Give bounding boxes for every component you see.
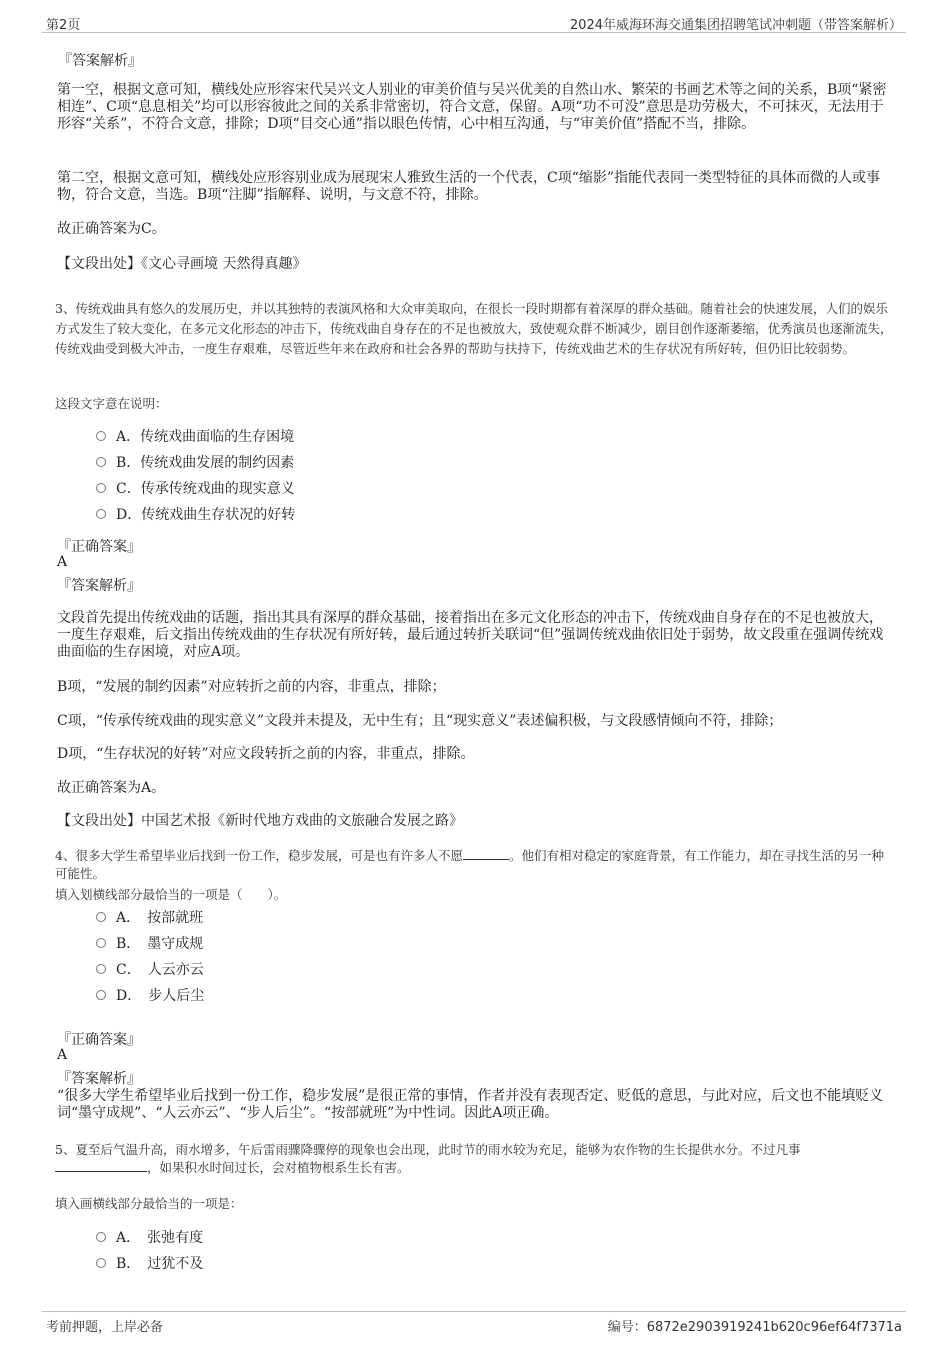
q2-source: 【文段出处】《文心寻画境 天然得真趣》 — [57, 256, 307, 272]
q3-stem: 3、传统戏曲具有悠久的发展历史，并以其独特的表演风格和大众审美取向，在很长一段时期都有着深厚的群众基础。随着社会的快速发展，人们的娱乐方式发生了较大变化，在多元文化形态的冲击下，传统戏曲自身存在的不足也被放大，致使观众群不断减少，剧目创作逐渐萎缩，优秀演员也逐渐流失，传统戏曲受到极大冲击，一度生存艰难，尽管近些年来在政府和社会各界的帮助与扶持下，传统戏曲艺术的生存状况有所好转，但仍旧比较弱势。 — [55, 301, 893, 356]
q4-stem-before: 4、很多大学生希望毕业后找到一份工作，稳步发展，可是也有许多人不愿 — [55, 848, 463, 863]
q4-option-c[interactable] — [96, 960, 204, 980]
radio-circle-icon[interactable] — [96, 483, 106, 493]
q3-analysis-para4: D项，“生存状况的好转”对应文段转折之前的内容，非重点，排除。 — [57, 746, 475, 762]
q3-option-d-label: D．传统戏曲生存状况的好转 — [116, 507, 296, 523]
q3-option-b[interactable] — [96, 453, 294, 473]
radio-circle-icon[interactable] — [96, 990, 106, 1000]
q4-answer: A — [57, 1047, 68, 1063]
radio-circle-icon[interactable] — [96, 964, 106, 974]
document-title: 2024年威海环海交通集团招聘笔试冲刺题（带答案解析） — [569, 18, 902, 33]
q5-blank-line — [55, 1159, 147, 1172]
q4-analysis-label: 『答案解析』 — [57, 1071, 141, 1087]
radio-circle-icon[interactable] — [96, 1232, 106, 1242]
page-footer — [42, 1311, 906, 1334]
radio-circle-icon[interactable] — [96, 457, 106, 467]
document-serial: 编号：6872e2903919241b620c96ef64f7371a — [607, 1320, 902, 1335]
q3-analysis-label: 『答案解析』 — [57, 578, 141, 594]
q3-option-a[interactable] — [96, 427, 294, 447]
q5-option-a[interactable] — [96, 1228, 203, 1248]
q3-option-c[interactable] — [96, 479, 295, 499]
q2-analysis-label: 『答案解析』 — [58, 53, 142, 69]
q4-stem — [55, 847, 890, 883]
q3-answer-label: 『正确答案』 — [57, 539, 141, 555]
q3-option-c-label: C．传承传统戏曲的现实意义 — [116, 481, 295, 497]
q2-conclusion: 故正确答案为C。 — [57, 221, 166, 237]
q2-analysis-para2: 第二空，根据文意可知，横线处应形容别业成为展现宋人雅致生活的一个代表，C项“缩影”指能代表同一类型特征的具体而微的人或事物，符合文意，当选。B项“注脚”指解释、说明，与文意不符，排除。 — [57, 170, 881, 203]
radio-circle-icon[interactable] — [96, 1258, 106, 1268]
q4-option-c-label: C． 人云亦云 — [116, 962, 204, 978]
radio-circle-icon[interactable] — [96, 431, 106, 441]
q3-analysis-para3: C项，“传承传统戏曲的现实意义”文段并未提及，无中生有；且“现实意义”表述偏积极，与文段感情倾向不符，排除； — [57, 713, 783, 729]
q3-prompt: 这段文字意在说明： — [55, 396, 168, 411]
footer-motto: 考前押题，上岸必备 — [46, 1320, 164, 1335]
q5-option-b[interactable] — [96, 1254, 203, 1274]
q3-analysis-para1: 文段首先提出传统戏曲的话题，指出其具有深厚的群众基础，接着指出在多元文化形态的冲击下，传统戏曲自身存在的不足也被放大，一度生存艰难，后文指出传统戏曲的生存状况有所好转，最后通过转折关联词“但”强调传统戏曲依旧处于弱势，故文段重在强调传统戏曲面临的生存困境，对应A项。 — [57, 610, 884, 660]
q4-answer-label: 『正确答案』 — [57, 1032, 141, 1048]
q4-option-b[interactable] — [96, 934, 203, 954]
q2-analysis-para1: 第一空，根据文意可知，横线处应形容宋代吴兴文人别业的审美价值与吴兴优美的自然山水、繁荣的书画艺术等之间的关系，B项“紧密相连”、C项“息息相关”均可以形容彼此之间的关系非常密切，符合文意，保留。A项“功不可没”意思是功劳极大，不可抹灭，无法用于形容“关系”，不符合文意，排除；D项“目交心通”指以眼色传情，心中相互沟通，与“审美价值”搭配不当，排除。 — [57, 82, 887, 132]
q5-stem-after: ，如果积水时间过长，会对植物根系生长有害。 — [147, 1160, 410, 1175]
q3-option-d[interactable] — [96, 505, 295, 525]
page-header — [42, 12, 906, 33]
q5-stem-before: 5、夏至后气温升高，雨水增多，午后雷雨骤降骤停的现象也会出现，此时节的雨水较为充足，能够为农作物的生长提供水分。不过凡事 — [55, 1142, 801, 1157]
q3-conclusion: 故正确答案为A。 — [57, 780, 166, 796]
page-number: 第2页 — [46, 18, 81, 33]
q4-prompt: 填入划横线部分最恰当的一项是（ ）。 — [55, 887, 287, 902]
q3-source: 【文段出处】中国艺术报《新时代地方戏曲的文旅融合发展之路》 — [57, 813, 463, 829]
q5-prompt: 填入画横线部分最恰当的一项是： — [55, 1196, 243, 1211]
q4-option-d[interactable] — [96, 986, 204, 1006]
q3-option-b-label: B．传统戏曲发展的制约因素 — [116, 455, 295, 471]
q5-stem — [55, 1141, 890, 1177]
q3-analysis-para2: B项，“发展的制约因素”对应转折之前的内容，非重点，排除； — [57, 679, 446, 695]
q4-analysis: “很多大学生希望毕业后找到一份工作，稳步发展”是很正常的事情，作者并没有表现否定、贬低的意思，与此对应，后文也不能填贬义词“墨守成规”、“人云亦云”、“步人后尘”。“按部就班”为中性词。因此A项正确。 — [57, 1088, 884, 1121]
q4-option-a[interactable] — [96, 908, 203, 928]
radio-circle-icon[interactable] — [96, 912, 106, 922]
q3-option-a-label: A．传统戏曲面临的生存困境 — [116, 429, 295, 445]
q5-option-a-label: A． 张弛有度 — [116, 1230, 204, 1246]
q4-blank-line — [463, 847, 509, 860]
q3-answer: A — [57, 554, 68, 570]
q4-option-a-label: A． 按部就班 — [116, 910, 204, 926]
radio-circle-icon[interactable] — [96, 938, 106, 948]
q4-option-d-label: D． 步人后尘 — [116, 988, 205, 1004]
q5-option-b-label: B． 过犹不及 — [116, 1256, 204, 1272]
radio-circle-icon[interactable] — [96, 509, 106, 519]
q4-option-b-label: B． 墨守成规 — [116, 936, 204, 952]
q4-stem-after: 。他们有相对稳定的家庭背景，有工作能力，却在寻找生活的另一种可能性。 — [55, 848, 884, 881]
